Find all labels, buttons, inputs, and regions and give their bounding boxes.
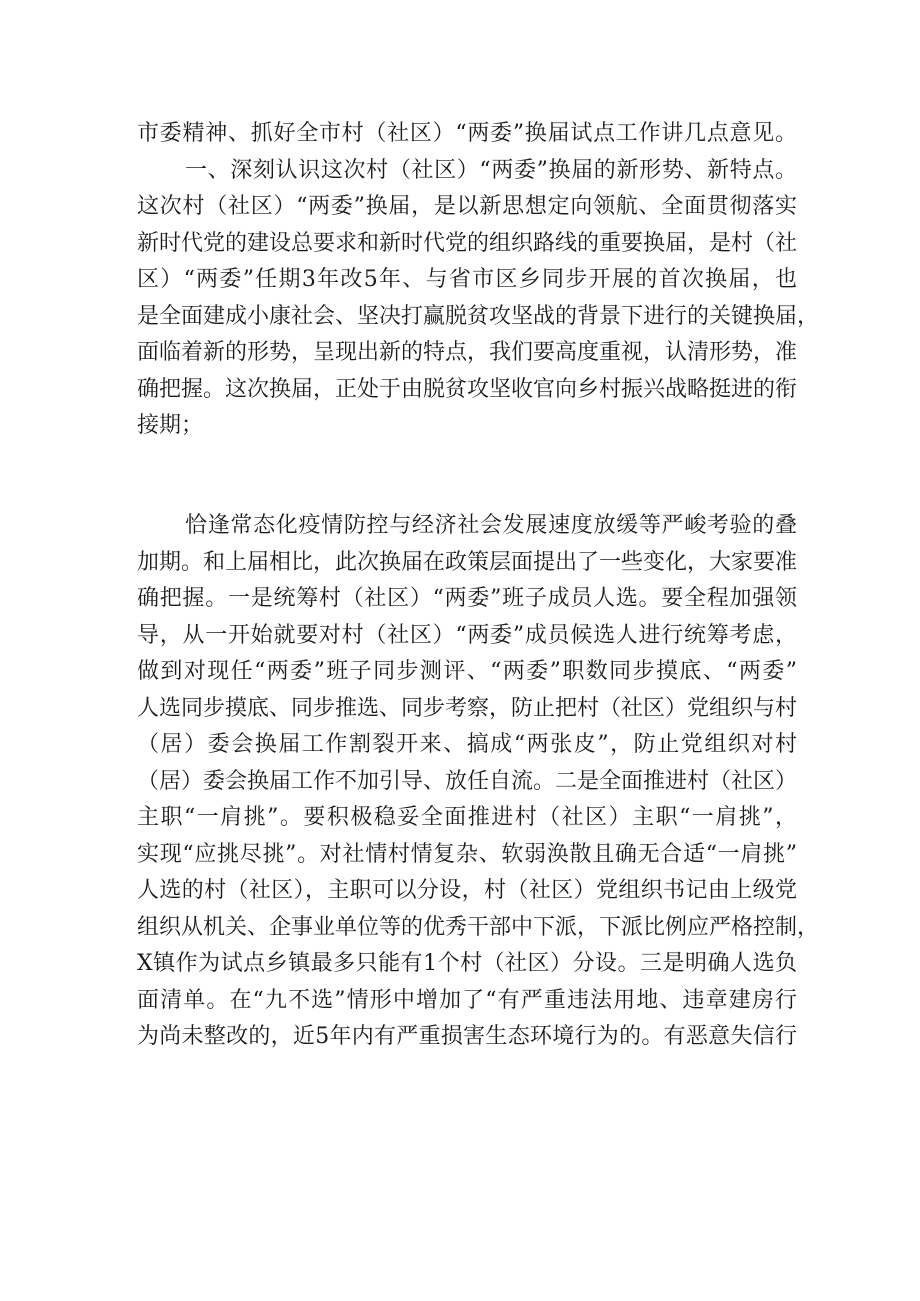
text-line: 做到对现任“两委”班子同步测评、“两委”职数同步摸底、“两委”: [137, 659, 797, 684]
text-line: 面临着新的形势，呈现出新的特点，我们要高度重视，认清形势，准: [137, 340, 798, 365]
text-line: 导，从一开始就要对村（社区）“两委”成员候选人进行统筹考虑，: [137, 622, 797, 648]
text-line: X镇作为试点乡镇最多只能有1个村（社区）分设。三是明确人选负: [137, 951, 797, 976]
text-line: 为尚未整改的，近5年内有严重损害生态环境行为的。有恶意失信行: [137, 1024, 797, 1049]
text-line: 确把握。一是统筹村（社区）“两委”班子成员人选。要全程加强领: [137, 586, 797, 611]
text-line: 人选同步摸底、同步推选、同步考察，防止把村（社区）党组织与村: [137, 695, 798, 721]
text-line: 是全面建成小康社会、坚决打赢脱贫攻坚战的背景下进行的关键换届，: [137, 303, 820, 329]
text-line: 这次村（社区）“两委”换届，是以新思想定向领航、全面贯彻落实: [137, 194, 797, 219]
paragraph-block-2: [137, 508, 820, 1056]
text-line: 主职“一肩挑”。要积极稳妥全面推进村（社区）主职“一肩挑”，: [137, 805, 797, 830]
text-line: 面清单。在“九不选”情形中增加了“有严重违法用地、违章建房行: [137, 987, 797, 1013]
text-line: 确把握。这次换届，正处于由脱贫攻坚收官向乡村振兴战略挺进的衔: [137, 376, 798, 402]
text-line: 区）“两委”任期3年改5年、与省市区乡同步开展的首次换届，也: [137, 267, 797, 292]
paragraph-block-1: [137, 116, 820, 445]
text-line: 市委精神、抓好全市村（社区）“两委”换届试点工作讲几点意见。: [137, 121, 797, 146]
section-heading-line: 一、深刻认识这次村（社区）“两委”换届的新形势、新特点。: [185, 157, 797, 183]
text-line: （居）委会换届工作割裂开来、搞成“两张皮”，防止党组织对村: [137, 732, 797, 757]
text-line: （居）委会换届工作不加引导、放任自流。二是全面推进村（社区）: [137, 768, 798, 794]
text-line: 组织从机关、企事业单位等的优秀干部中下派，下派比例应严格控制，: [137, 914, 820, 940]
text-line: 接期；: [137, 413, 204, 438]
text-line: 人选的村（社区），主职可以分设，村（社区）党组织书记由上级党: [137, 878, 797, 903]
text-line: 新时代党的建设总要求和新时代党的组织路线的重要换届，是村（社: [137, 230, 798, 256]
paragraph-first-line: 恰逢常态化疫情防控与经济社会发展速度放缓等严峻考验的叠: [185, 513, 797, 538]
text-line: 加期。和上届相比，此次换届在政策层面提出了一些变化，大家要准: [137, 549, 798, 575]
text-line: 实现“应挑尽挑”。对社情村情复杂、软弱涣散且确无合适“一肩挑”: [137, 841, 797, 867]
